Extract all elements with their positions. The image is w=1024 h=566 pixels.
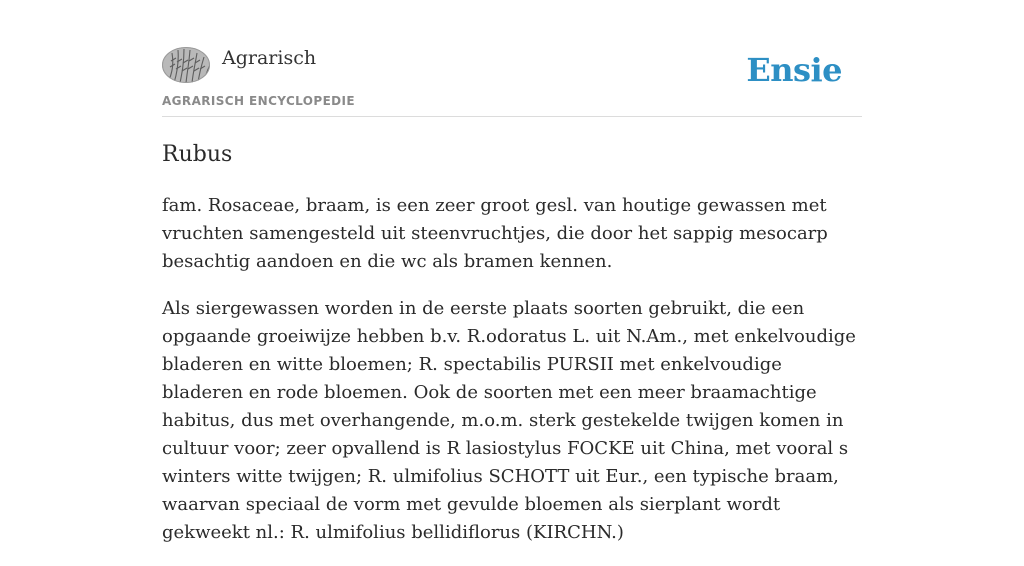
brand-title[interactable]: Agrarisch [222,47,317,69]
article-paragraph: Als siergewassen worden in de eerste plaats soorten gebruikt, die een opgaande groeiwijze hebben b.v. R.odoratus L. uit N.Am., met enkelvoudige bladeren en witte bloemen; R. spectabilis PURSII met enkelvoudige bladeren en rode bloemen. Ook de soorten met een meer braamachtige habitus, dus met overhangende, m.o.m. sterk gestekelde twijgen komen in cultuur voor; zeer opvallend is R lasiostylus FOCKE uit China, met vooral s winters witte twijgen; R. ulmifolius SCHOTT uit Eur., een typische braam, waarvan speciaal de vorm met gevulde bloemen als sierplant wordt gekweekt nl.: R. ulmifolius bellidiflorus (KIRCHN.) [162,298,856,543]
site-header [162,46,862,117]
article-title: Rubus [162,142,233,167]
site-logo[interactable]: Ensie [746,51,842,89]
article [162,140,862,566]
wheat-icon[interactable] [162,47,210,83]
article-paragraph: fam. Rosaceae, braam, is een zeer groot gesl. van houtige gewassen met vruchten samengesteld uit steenvruchtjes, die door het sappig mesocarp besachtig aandoen en die wc als bramen kennen. [162,195,828,272]
brand-subtitle: AGRARISCH ENCYCLOPEDIE [162,94,355,108]
